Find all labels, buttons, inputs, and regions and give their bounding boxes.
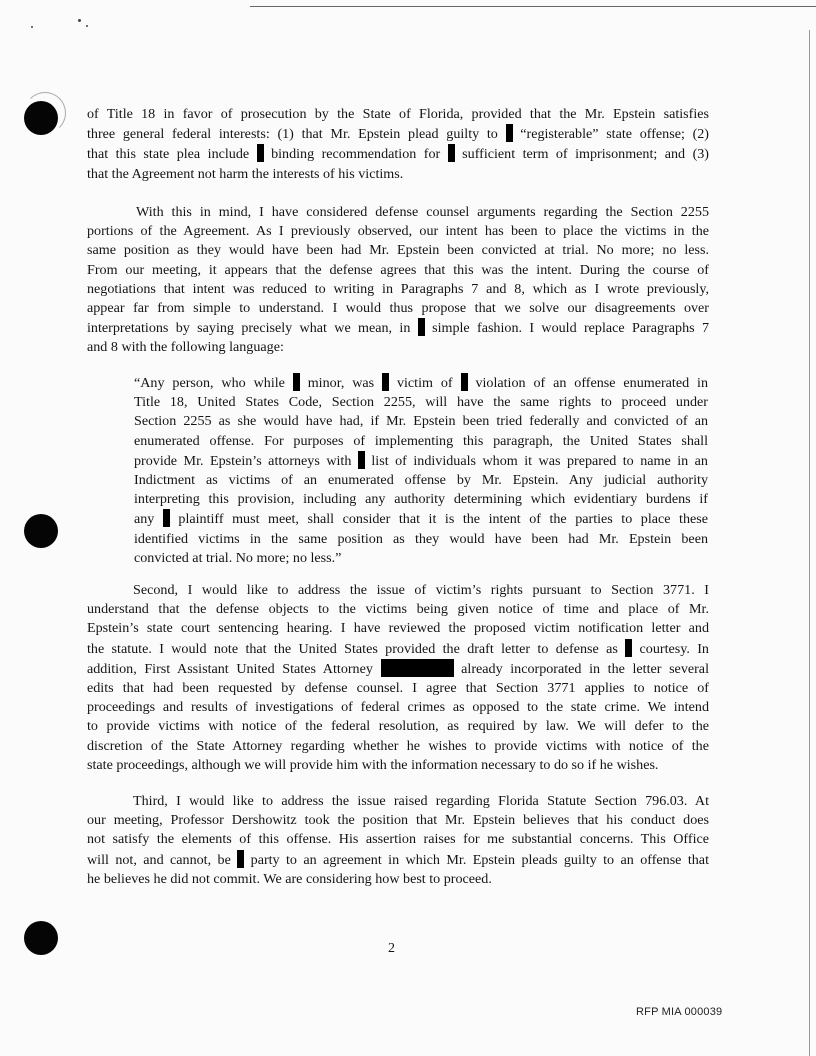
text-line: any plaintiff must meet, shall consider that it is the intent of the parties to place these [134,511,709,528]
text-line: Epstein’s state court sentencing hearing. I have reviewed the proposed victim notification letter and [87,620,709,637]
text-line: that the Agreement not harm the interests of his victims. [87,165,404,182]
text-line: identified victims in the same position as they would have been had Mr. Epstein been [134,530,708,547]
text-line: interpreting this provision, including any authority determining which evidentiary burdens if [134,491,708,508]
text-line: “Any person, who while minor, was victim of violation of an offense enumerated in [134,375,708,391]
text-line: With this in mind, I have considered defense counsel arguments regarding the Section 2255 [136,204,709,220]
scan-top-edge [250,6,816,7]
paragraph-section-2255 [87,203,709,358]
redaction-mark [506,124,513,142]
redaction-mark [461,373,468,391]
text-line: enumerated offense. For purposes of implementing this paragraph, the United States shall [134,432,708,449]
text-line: provide Mr. Epstein’s attorneys with list of individuals whom it was prepared to name in an [134,452,708,469]
redaction-mark [625,639,632,657]
text-line: Indictment as victims of an enumerated offense by Mr. Epstein. Any judicial authority [134,472,708,489]
text-line: edits that had been requested by defense counsel. I agree that Section 3771 applies to notice of [87,680,709,697]
redaction-mark [448,144,455,162]
text-line: Third, I would like to address the issue raised regarding Florida Statute Section 796.03. At [133,793,709,809]
punch-hole [24,921,58,955]
text-line: portions of the Agreement. As I previously observed, our intent has been to place the victims in the [87,223,709,240]
block-quote [134,373,708,568]
paragraph-section-3771 [87,581,709,775]
scan-speck [78,19,81,22]
text-line: proceedings and results of investigations of federal crimes as opposed to the state crime. We intend [87,699,709,716]
redaction-mark [358,451,365,469]
redaction-block [381,659,454,677]
text-line: three general federal interests: (1) that Mr. Epstein plead guilty to “registerable” state offense; (2) [87,126,709,143]
text-line: and 8 with the following language: [87,339,284,356]
text-line: addition, First Assistant United States Attorney already incorporated in the letter several [87,660,709,677]
text-line: interpretations by saying precisely what we mean, in simple fashion. I would replace Paragraphs 7 [87,320,709,337]
text-line: state proceedings, although we will provide him with the information necessary to do so if he wishes. [87,756,659,773]
text-line: same position as they would have been had Mr. Epstein been convicted at trial. No more; no less. [87,242,709,259]
redaction-mark [382,373,389,391]
text-line: the statute. I would note that the United States provided the draft letter to defense as courtesy. In [87,640,709,657]
scan-right-edge [809,30,810,1056]
punch-hole [24,514,58,548]
text-line: Title 18, United States Code, Section 2255, will have the same rights to proceed under [134,394,708,411]
text-line: understand that the defense objects to the victims being given notice of time and place of Mr. [87,601,709,618]
scan-speck [31,26,33,28]
page-number: 2 [388,941,395,956]
text-line: to provide victims with notice of the federal resolution, as required by law. We will defer to the [87,718,709,735]
text-line: of Title 18 in favor of prosecution by the State of Florida, provided that the Mr. Epstein satisfies [87,106,709,122]
paragraph-intro [87,105,709,184]
text-line: Second, I would like to address the issue of victim’s rights pursuant to Section 3771. I [133,582,709,598]
text-line: discretion of the State Attorney regarding whether he wishes to provide victims with notice of the [87,737,709,754]
redaction-mark [163,509,170,527]
bates-number: RFP MIA 000039 [636,1006,723,1018]
text-line: that this state plea include binding recommendation for sufficient term of imprisonment; and (3) [87,146,709,163]
text-line: Section 2255 as she would have had, if Mr. Epstein been tried federally and convicted of an [134,413,708,430]
text-line: will not, and cannot, be party to an agreement in which Mr. Epstein pleads guilty to an offense that [87,851,709,868]
punch-hole [24,101,58,135]
text-line: our meeting, Professor Dershowitz took the position that Mr. Epstein believes that his conduct does [87,812,709,829]
text-line: From our meeting, it appears that the defense agrees that this was the intent. During the course of [87,261,709,278]
scan-speck [86,25,88,27]
redaction-mark [418,318,425,336]
redaction-mark [293,373,300,391]
text-line: negotiations that intent was reduced to writing in Paragraphs 7 and 8, which as I wrote previously, [87,280,709,297]
text-line: he believes he did not commit. We are considering how best to proceed. [87,870,492,887]
text-line: convicted at trial. No more; no less.” [134,549,342,566]
redaction-mark [237,850,244,868]
paragraph-statute-796-03 [87,792,709,889]
text-line: appear far from simple to understand. I would thus propose that we solve our disagreements over [87,300,709,317]
redaction-mark [257,144,264,162]
text-line: not satisfy the elements of this offense. His assertion raises for me substantial concerns. This Office [87,831,709,848]
